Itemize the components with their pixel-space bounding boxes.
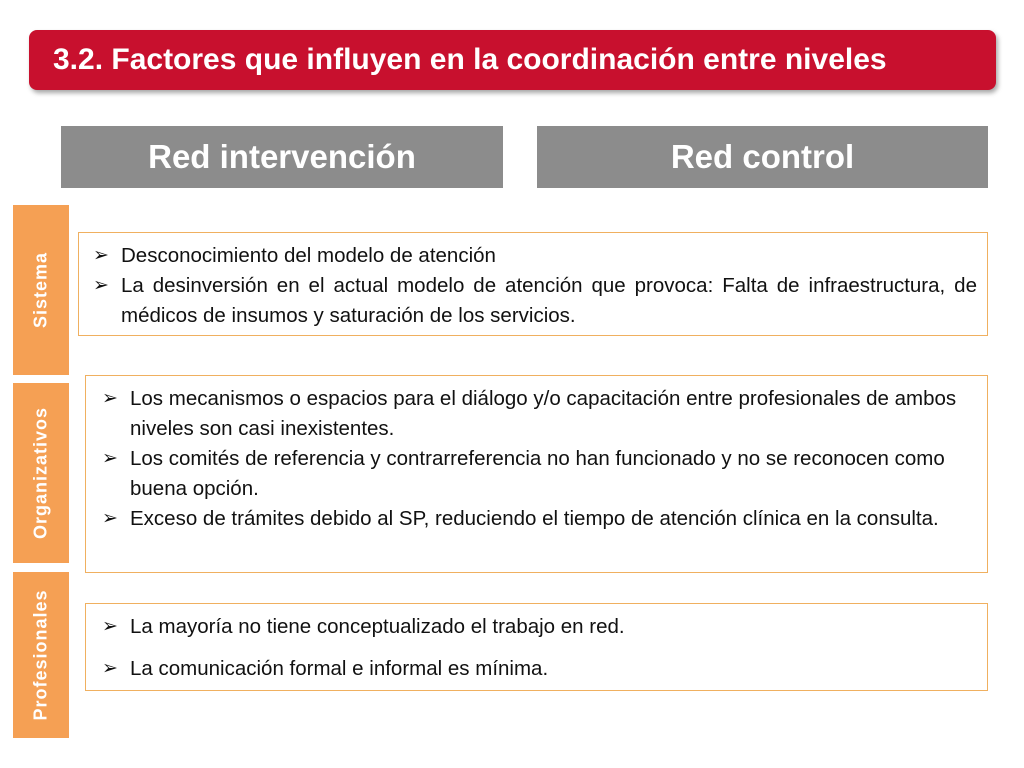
- list-item: ➢ Los mecanismos o espacios para el diálogo y/o capacitación entre profesionales de ambos niveles son casi inexistentes.: [100, 384, 967, 444]
- arrow-bullet-icon: ➢: [102, 658, 118, 679]
- arrow-bullet-icon: ➢: [93, 245, 109, 266]
- list-item: ➢ Desconocimiento del modelo de atención: [91, 241, 977, 271]
- side-tab-label: Profesionales: [30, 589, 51, 721]
- arrow-bullet-icon: ➢: [93, 275, 109, 296]
- side-tab-label: Organizativos: [30, 406, 51, 540]
- side-tab-organizativos: [13, 383, 69, 563]
- arrow-bullet-icon: ➢: [102, 508, 118, 529]
- side-tab-sistema: [13, 205, 69, 375]
- side-tab-profesionales: [13, 572, 69, 738]
- title-banner: [29, 30, 996, 90]
- page-title: 3.2. Factores que influyen en la coordinación entre niveles: [53, 43, 887, 76]
- arrow-bullet-icon: ➢: [102, 448, 118, 469]
- content-box-profesionales: [85, 603, 988, 691]
- content-box-sistema: [78, 232, 988, 336]
- list-item: ➢ Los comités de referencia y contrarreferencia no han funcionado y no se reconocen como buena opción.: [100, 444, 967, 504]
- list-item: ➢ La desinversión en el actual modelo de atención que provoca: Falta de infraestructura, de médicos de insumos y saturación de los servicios.: [91, 271, 977, 331]
- list-item: ➢ La comunicación formal e informal es mínima.: [100, 654, 967, 684]
- content-box-organizativos: [85, 375, 988, 573]
- column-header-red-intervencion: Red intervención: [61, 126, 503, 188]
- list-item: ➢ La mayoría no tiene conceptualizado el trabajo en red.: [100, 612, 967, 642]
- column-header-red-control: Red control: [537, 126, 988, 188]
- side-tab-label: Sistema: [30, 251, 51, 329]
- arrow-bullet-icon: ➢: [102, 616, 118, 637]
- arrow-bullet-icon: ➢: [102, 388, 118, 409]
- list-item: ➢ Exceso de trámites debido al SP, reduciendo el tiempo de atención clínica en la consulta.: [100, 504, 967, 534]
